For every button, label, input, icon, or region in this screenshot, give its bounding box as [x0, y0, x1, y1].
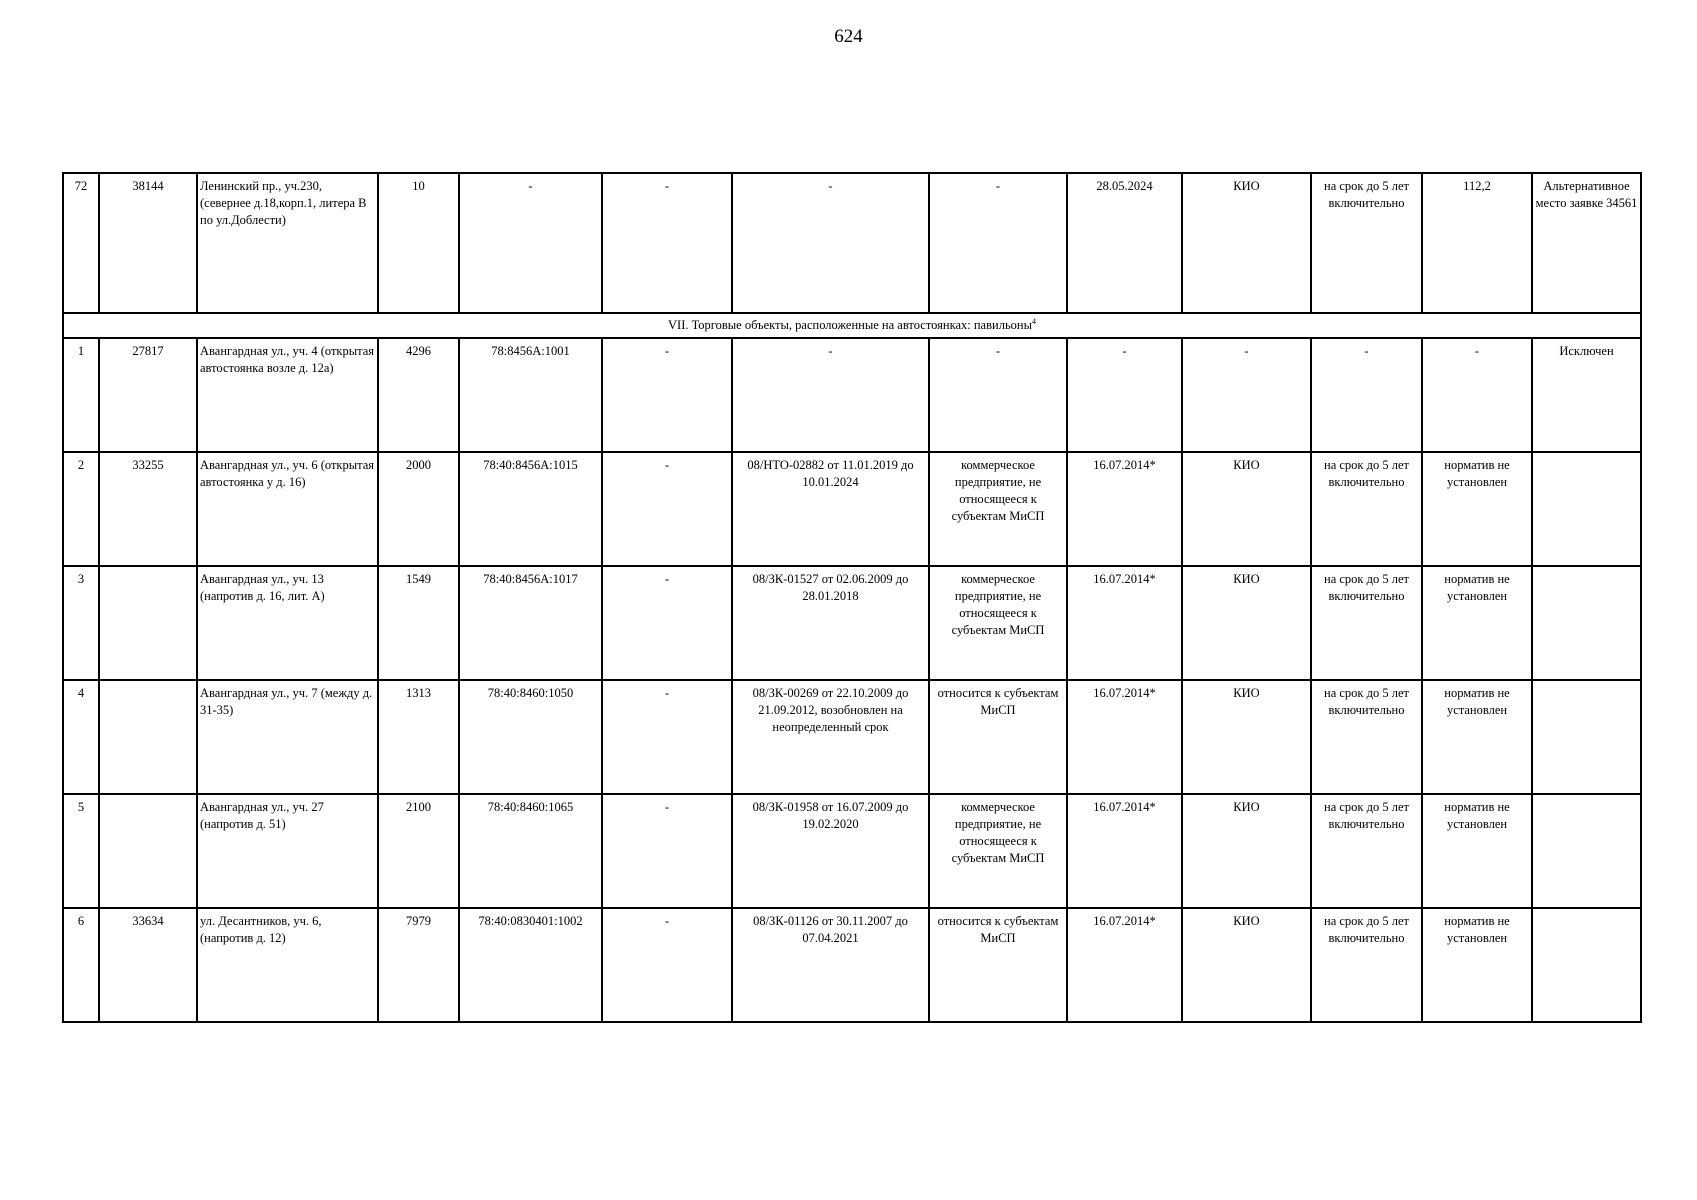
register-table [62, 172, 1642, 1023]
cell-norm: норматив не установлен [1422, 566, 1532, 680]
cell-note [1532, 794, 1641, 908]
cell-term: на срок до 5 лет включительно [1311, 173, 1422, 313]
cell-number: 72 [63, 173, 99, 313]
cell-cadastre: 78:8456А:1001 [459, 338, 602, 452]
cell-area: 4296 [378, 338, 459, 452]
cell-contract: 08/ЗК-00269 от 22.10.2009 до 21.09.2012, возобновлен на неопределенный срок [732, 680, 929, 794]
table-row [63, 680, 1641, 794]
cell-col6: - [602, 173, 732, 313]
cell-number: 4 [63, 680, 99, 794]
table-row [63, 173, 1641, 313]
cell-id: 33634 [99, 908, 197, 1022]
cell-address: Авангардная ул., уч. 27 (напротив д. 51) [197, 794, 378, 908]
cell-area: 2100 [378, 794, 459, 908]
cell-id: 27817 [99, 338, 197, 452]
cell-cadastre: 78:40:8460:1050 [459, 680, 602, 794]
cell-term: на срок до 5 лет включительно [1311, 566, 1422, 680]
cell-subject: относится к субъектам МиСП [929, 908, 1067, 1022]
cell-date: 16.07.2014* [1067, 452, 1182, 566]
cell-norm: 112,2 [1422, 173, 1532, 313]
cell-id [99, 794, 197, 908]
table-row [63, 794, 1641, 908]
cell-contract: 08/НТО-02882 от 11.01.2019 до 10.01.2024 [732, 452, 929, 566]
cell-col6: - [602, 908, 732, 1022]
cell-date: - [1067, 338, 1182, 452]
cell-org: КИО [1182, 173, 1311, 313]
cell-norm: норматив не установлен [1422, 908, 1532, 1022]
cell-subject: коммерческое предприятие, не относящееся к субъектам МиСП [929, 566, 1067, 680]
cell-subject: - [929, 338, 1067, 452]
cell-contract: 08/ЗК-01126 от 30.11.2007 до 07.04.2021 [732, 908, 929, 1022]
cell-org: - [1182, 338, 1311, 452]
cell-address: Авангардная ул., уч. 4 (открытая автостоянка возле д. 12а) [197, 338, 378, 452]
cell-term: на срок до 5 лет включительно [1311, 452, 1422, 566]
cell-note: Альтернативное место заявке 34561 [1532, 173, 1641, 313]
table-body-previous [63, 173, 1641, 313]
cell-date: 16.07.2014* [1067, 908, 1182, 1022]
cell-address: Ленинский пр., уч.230, (севернее д.18,корп.1, литера В по ул.Доблести) [197, 173, 378, 313]
cell-number: 5 [63, 794, 99, 908]
cell-org: КИО [1182, 566, 1311, 680]
cell-cadastre: 78:40:8456А:1017 [459, 566, 602, 680]
cell-contract: 08/ЗК-01527 от 02.06.2009 до 28.01.2018 [732, 566, 929, 680]
footnote-mark: 4 [1031, 316, 1036, 326]
cell-subject: относится к субъектам МиСП [929, 680, 1067, 794]
cell-norm: норматив не установлен [1422, 452, 1532, 566]
cell-norm: норматив не установлен [1422, 680, 1532, 794]
cell-term: на срок до 5 лет включительно [1311, 908, 1422, 1022]
cell-col6: - [602, 452, 732, 566]
cell-id: 33255 [99, 452, 197, 566]
cell-address: Авангардная ул., уч. 6 (открытая автостоянка у д. 16) [197, 452, 378, 566]
cell-org: КИО [1182, 908, 1311, 1022]
cell-cadastre: - [459, 173, 602, 313]
cell-area: 1549 [378, 566, 459, 680]
cell-org: КИО [1182, 452, 1311, 566]
cell-number: 3 [63, 566, 99, 680]
cell-area: 10 [378, 173, 459, 313]
cell-term: - [1311, 338, 1422, 452]
cell-note [1532, 680, 1641, 794]
cell-id [99, 680, 197, 794]
cell-term: на срок до 5 лет включительно [1311, 794, 1422, 908]
cell-address: Авангардная ул., уч. 13 (напротив д. 16, лит. А) [197, 566, 378, 680]
cell-note [1532, 452, 1641, 566]
cell-date: 16.07.2014* [1067, 680, 1182, 794]
cell-number: 1 [63, 338, 99, 452]
cell-note [1532, 566, 1641, 680]
cell-area: 7979 [378, 908, 459, 1022]
cell-note: Исключен [1532, 338, 1641, 452]
cell-date: 16.07.2014* [1067, 794, 1182, 908]
page-number: 624 [834, 26, 863, 47]
cell-term: на срок до 5 лет включительно [1311, 680, 1422, 794]
cell-subject: коммерческое предприятие, не относящееся к субъектам МиСП [929, 794, 1067, 908]
cell-norm: норматив не установлен [1422, 794, 1532, 908]
cell-col6: - [602, 338, 732, 452]
cell-number: 6 [63, 908, 99, 1022]
cell-id [99, 566, 197, 680]
cell-id: 38144 [99, 173, 197, 313]
cell-number: 2 [63, 452, 99, 566]
cell-col6: - [602, 566, 732, 680]
section-header [63, 313, 1641, 338]
cell-address: Авангардная ул., уч. 7 (между д. 31-35) [197, 680, 378, 794]
cell-note [1532, 908, 1641, 1022]
cell-cadastre: 78:40:8456А:1015 [459, 452, 602, 566]
cell-area: 2000 [378, 452, 459, 566]
table-row [63, 908, 1641, 1022]
table-row [63, 338, 1641, 452]
cell-col6: - [602, 680, 732, 794]
cell-norm: - [1422, 338, 1532, 452]
cell-org: КИО [1182, 680, 1311, 794]
cell-contract: 08/ЗК-01958 от 16.07.2009 до 19.02.2020 [732, 794, 929, 908]
cell-date: 28.05.2024 [1067, 173, 1182, 313]
cell-date: 16.07.2014* [1067, 566, 1182, 680]
cell-subject: коммерческое предприятие, не относящееся к субъектам МиСП [929, 452, 1067, 566]
cell-org: КИО [1182, 794, 1311, 908]
section-title: VII. Торговые объекты, расположенные на автостоянках: павильоны [668, 318, 1032, 332]
cell-cadastre: 78:40:8460:1065 [459, 794, 602, 908]
cell-contract: - [732, 338, 929, 452]
cell-col6: - [602, 794, 732, 908]
cell-subject: - [929, 173, 1067, 313]
table-row [63, 452, 1641, 566]
cell-address: ул. Десантников, уч. 6, (напротив д. 12) [197, 908, 378, 1022]
section-title-cell [63, 313, 1641, 338]
cell-cadastre: 78:40:0830401:1002 [459, 908, 602, 1022]
table-row [63, 566, 1641, 680]
section-row [63, 313, 1641, 338]
cell-area: 1313 [378, 680, 459, 794]
table-body-section [63, 338, 1641, 1022]
cell-contract: - [732, 173, 929, 313]
